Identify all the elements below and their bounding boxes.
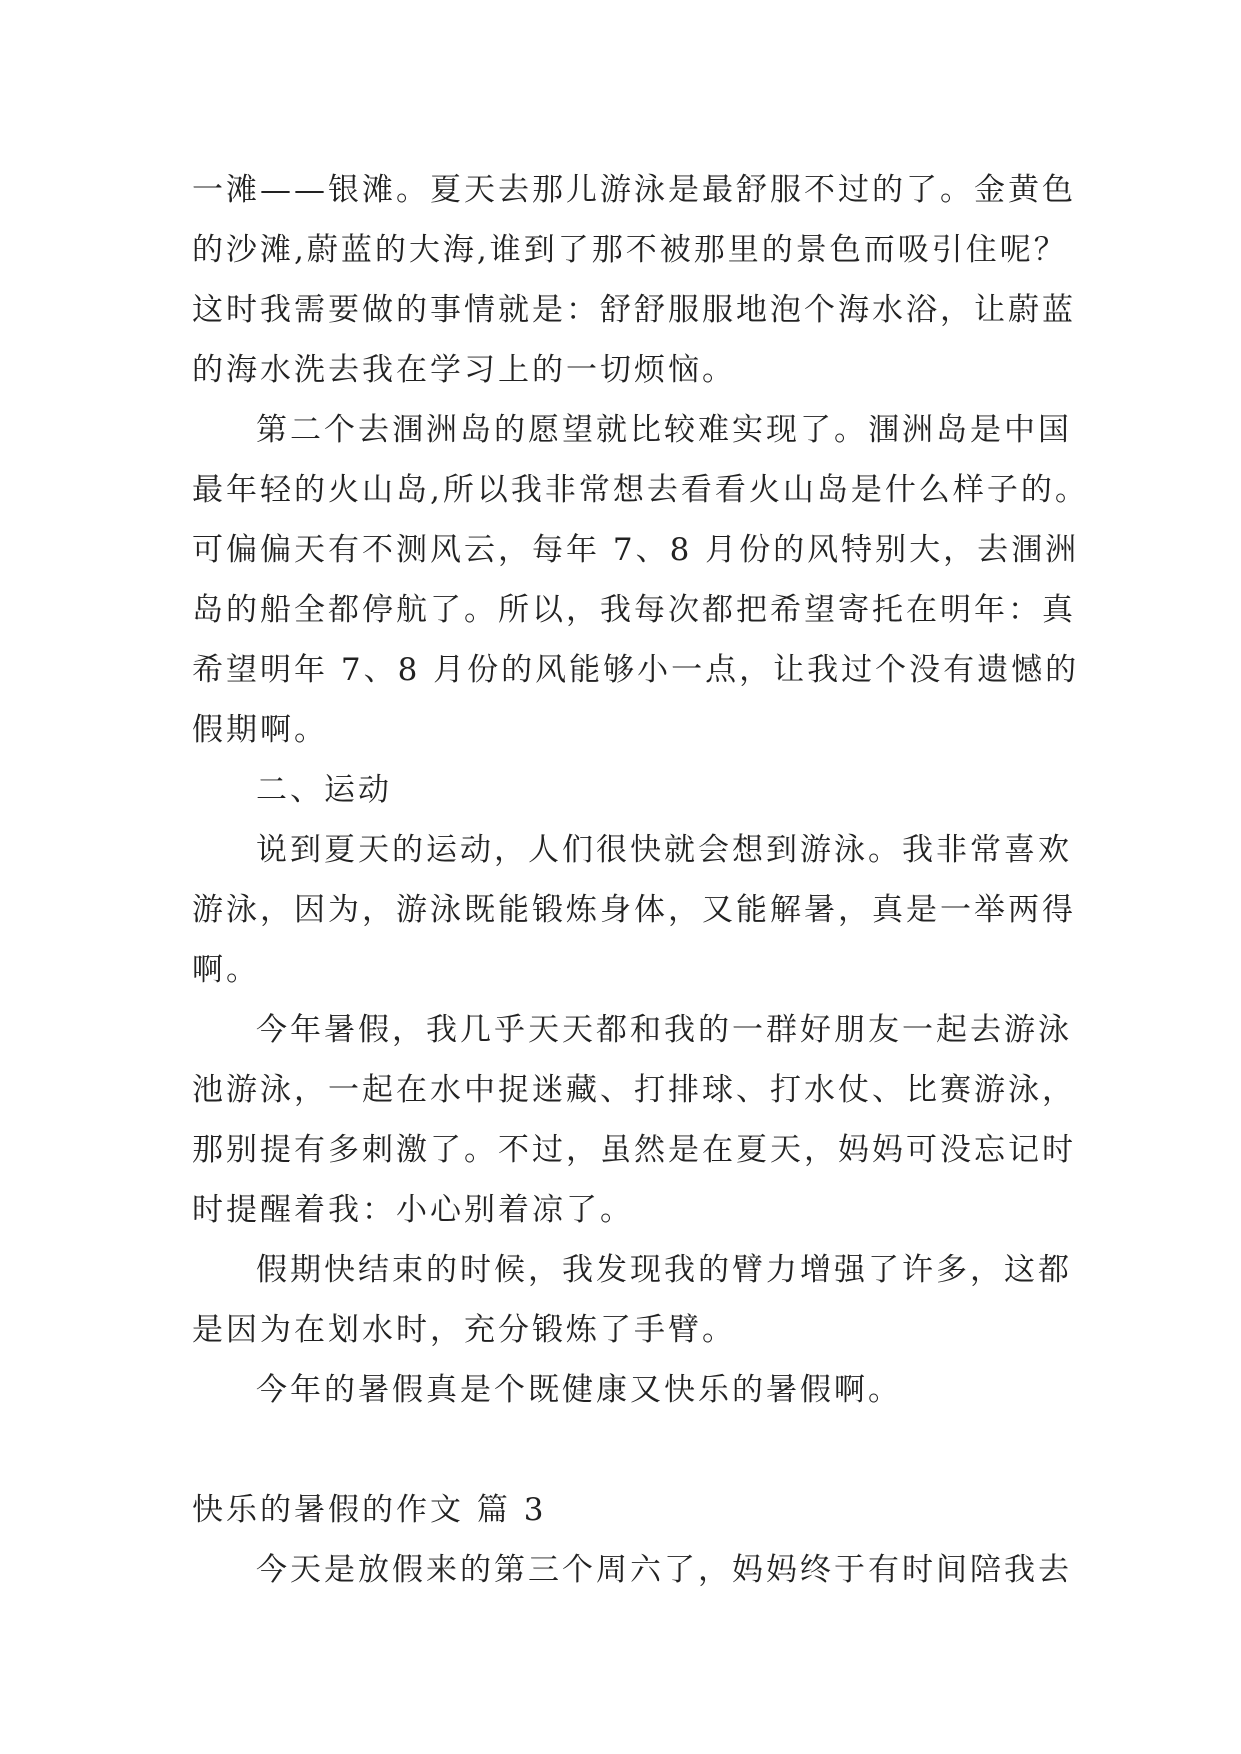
paragraph-start-line: 今年暑假，我几乎天天都和我的一群好朋友一起去游泳 bbox=[256, 1012, 1072, 1048]
text-line: 是因为在划水时，充分锻炼了手臂。 bbox=[192, 1312, 736, 1348]
text-line: 游泳，因为，游泳既能锻炼身体，又能解暑，真是一举两得 bbox=[192, 892, 1076, 928]
text-line: 的海水洗去我在学习上的一切烦恼。 bbox=[192, 352, 736, 388]
text-line: 啊。 bbox=[192, 952, 260, 988]
essay-title: 快乐的暑假的作文 篇 3 bbox=[192, 1492, 547, 1528]
text-line: 可偏偏天有不测风云，每年 7、8 月份的风特别大，去涠洲 bbox=[192, 532, 1080, 568]
paragraph-start-line: 今年的暑假真是个既健康又快乐的暑假啊。 bbox=[256, 1372, 902, 1408]
text-line: 希望明年 7、8 月份的风能够小一点，让我过个没有遗憾的 bbox=[192, 652, 1080, 688]
text-line: 假期啊。 bbox=[192, 712, 328, 748]
paragraph-start-line: 假期快结束的时候，我发现我的臂力增强了许多，这都 bbox=[256, 1252, 1072, 1288]
text-line: 的沙滩,蔚蓝的大海,谁到了那不被那里的景色而吸引住呢？ bbox=[192, 232, 1068, 268]
text-line: 池游泳，一起在水中捉迷藏、打排球、打水仗、比赛游泳， bbox=[192, 1072, 1076, 1108]
text-line: 岛的船全都停航了。所以，我每次都把希望寄托在明年：真 bbox=[192, 592, 1076, 628]
text-line: 时提醒着我：小心别着凉了。 bbox=[192, 1192, 634, 1228]
text-line: 最年轻的火山岛,所以我非常想去看看火山岛是什么样子的。 bbox=[192, 472, 1089, 508]
document-body bbox=[192, 160, 1089, 1600]
section-heading: 二、运动 bbox=[256, 772, 392, 808]
paragraph-start-line: 说到夏天的运动，人们很快就会想到游泳。我非常喜欢 bbox=[256, 832, 1072, 868]
section-spacer bbox=[192, 1420, 1052, 1480]
text-line: 这时我需要做的事情就是：舒舒服服地泡个海水浴，让蔚蓝 bbox=[192, 292, 1076, 328]
text-line: 一滩——银滩。夏天去那儿游泳是最舒服不过的了。金黄色 bbox=[192, 172, 1076, 208]
paragraph-start-line: 今天是放假来的第三个周六了，妈妈终于有时间陪我去 bbox=[256, 1552, 1072, 1588]
paragraph-start-line: 第二个去涠洲岛的愿望就比较难实现了。涠洲岛是中国 bbox=[256, 412, 1072, 448]
text-line: 那别提有多刺激了。不过，虽然是在夏天，妈妈可没忘记时 bbox=[192, 1132, 1076, 1168]
